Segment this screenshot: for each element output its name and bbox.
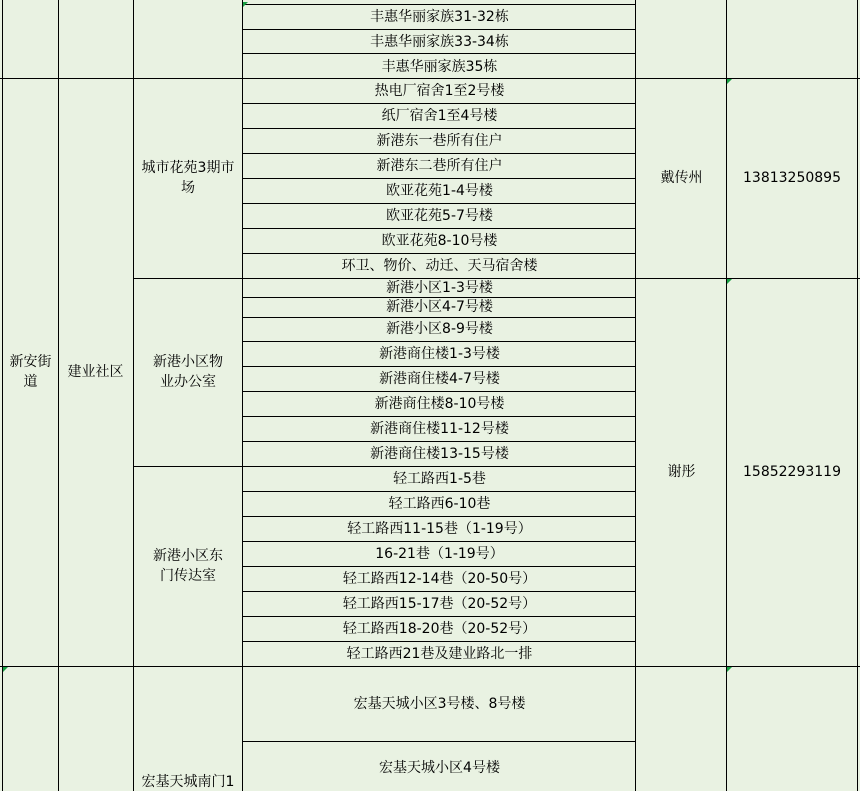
- grid-line: [242, 0, 243, 791]
- address-cell[interactable]: 新港商住楼8-10号楼: [374, 395, 505, 412]
- grid-line: [133, 0, 134, 791]
- cell-comment-marker: [3, 667, 8, 672]
- grid-line: [243, 53, 636, 54]
- address-cell[interactable]: 轻工路西11-15巷（1-19号）: [347, 520, 532, 537]
- grid-line: [243, 297, 636, 298]
- grid-line: [635, 0, 636, 791]
- address-cell[interactable]: 轻工路西6-10巷: [388, 495, 491, 512]
- community-cell[interactable]: 建业社区: [67, 364, 124, 380]
- grid-line: [857, 0, 858, 791]
- address-cell[interactable]: 新港东一巷所有住户: [376, 132, 503, 149]
- cell-comment-marker: [727, 79, 732, 84]
- station-xingang-office-cell[interactable]: 新港小区物业办公室: [153, 354, 223, 390]
- grid-line: [243, 203, 636, 204]
- grid-line: [243, 616, 636, 617]
- grid-line: [243, 341, 636, 342]
- grid-line: [243, 253, 636, 254]
- grid-line: [243, 516, 636, 517]
- address-cell[interactable]: 丰惠华丽家族33-34栋: [370, 33, 509, 50]
- station-city-garden-cell[interactable]: 城市花苑3期市场: [141, 160, 235, 196]
- address-cell[interactable]: 新港商住楼11-12号楼: [370, 420, 509, 437]
- grid-line: [2, 0, 3, 791]
- grid-line: [243, 541, 636, 542]
- contact-phone-dai[interactable]: 13813250895: [743, 170, 841, 186]
- contact-name-dai[interactable]: 戴传州: [660, 170, 703, 186]
- grid-line: [243, 228, 636, 229]
- grid-line: [243, 641, 636, 642]
- contact-phone-xie[interactable]: 15852293119: [743, 464, 841, 480]
- grid-line: [243, 317, 636, 318]
- address-cell[interactable]: 新港商住楼1-3号楼: [379, 345, 500, 362]
- grid-line: [243, 441, 636, 442]
- address-cell[interactable]: 环卫、物价、动迁、天马宿舍楼: [341, 257, 538, 274]
- grid-line: [243, 741, 636, 742]
- grid-line: [58, 0, 59, 791]
- grid-line: [243, 591, 636, 592]
- station-hongji-cell[interactable]: 宏基天城南门1: [141, 774, 235, 790]
- grid-line: [243, 178, 636, 179]
- grid-line: [243, 391, 636, 392]
- contact-name-xie[interactable]: 谢彤: [667, 464, 696, 480]
- address-cell[interactable]: 宏基天城小区3号楼、8号楼: [353, 696, 526, 712]
- address-cell[interactable]: 宏基天城小区4号楼: [379, 760, 500, 776]
- grid-line: [726, 0, 727, 791]
- address-cell[interactable]: 欧亚花苑8-10号楼: [381, 232, 498, 249]
- address-cell[interactable]: 新港商住楼13-15号楼: [370, 445, 509, 462]
- address-cell[interactable]: 丰惠华丽家族35栋: [381, 58, 498, 75]
- grid-line: [243, 566, 636, 567]
- address-cell[interactable]: 新港商住楼4-7号楼: [379, 370, 500, 387]
- address-cell[interactable]: 轻工路西18-20巷（20-52号）: [342, 620, 537, 637]
- cell-comment-marker: [727, 279, 732, 284]
- address-cell[interactable]: 新港东二巷所有住户: [376, 157, 503, 174]
- cell-comment-marker: [727, 667, 732, 672]
- grid-line: [243, 4, 636, 5]
- grid-line: [133, 466, 636, 467]
- grid-line: [243, 366, 636, 367]
- address-cell[interactable]: 轻工路西1-5巷: [393, 470, 486, 487]
- address-cell[interactable]: 新港小区1-3号楼: [386, 279, 493, 296]
- grid-line: [243, 103, 636, 104]
- address-cell[interactable]: 新港小区8-9号楼: [386, 321, 493, 337]
- address-cell[interactable]: 轻工路西12-14巷（20-50号）: [342, 570, 537, 587]
- street-cell[interactable]: 新安街道: [9, 354, 52, 390]
- address-cell[interactable]: 16-21巷（1-19号）: [375, 545, 504, 562]
- grid-line: [243, 29, 636, 30]
- address-cell[interactable]: 轻工路西21巷及建业路北一排: [346, 645, 533, 662]
- grid-line: [243, 416, 636, 417]
- grid-line: [243, 491, 636, 492]
- grid-line: [243, 153, 636, 154]
- station-xingang-east-gate-cell[interactable]: 新港小区东门传达室: [153, 548, 223, 584]
- address-cell[interactable]: 纸厂宿舍1至4号楼: [381, 107, 498, 124]
- address-cell[interactable]: 热电厂宿舍1至2号楼: [374, 82, 505, 99]
- address-cell[interactable]: 欧亚花苑5-7号楼: [386, 207, 493, 224]
- address-cell[interactable]: 欧亚花苑1-4号楼: [386, 182, 493, 199]
- cell-comment-marker: [243, 2, 248, 7]
- address-cell[interactable]: 轻工路西15-17巷（20-52号）: [342, 595, 537, 612]
- address-cell[interactable]: 新港小区4-7号楼: [386, 299, 493, 315]
- address-cell[interactable]: 丰惠华丽家族31-32栋: [370, 9, 509, 25]
- grid-line: [243, 128, 636, 129]
